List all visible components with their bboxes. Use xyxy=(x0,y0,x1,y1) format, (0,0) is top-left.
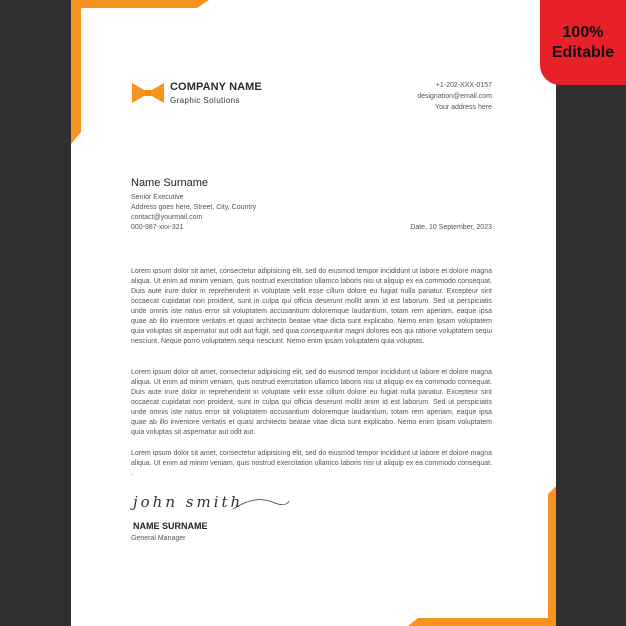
recipient-details xyxy=(131,193,256,233)
company-email: designation@email.com xyxy=(417,93,492,100)
signer-title: General Manager xyxy=(131,535,186,542)
badge-percent: 100% xyxy=(562,23,604,41)
top-left-corner-accent xyxy=(71,0,211,146)
company-contact xyxy=(417,80,492,113)
recipient-name: Name Surname xyxy=(131,177,209,189)
recipient-title: Senior Executive xyxy=(131,194,184,201)
bottom-right-corner-accent xyxy=(408,486,556,626)
company-tagline: Graphic Solutions xyxy=(170,96,240,105)
bow-tie-logo-icon xyxy=(132,83,164,103)
body-paragraph-3: Lorem ipsum dolor sit amet, consectetur adipisicing elit, sed do eiusmod tempor incididunt ut labore et dolore magna aliqua. Ut enim ad minim veniam, quis nostrud exercitation ullamco laboris nisi ut aliquip ex ea commodo consequat. . xyxy=(131,450,492,477)
recipient-email: contact@yourmail.com xyxy=(131,214,203,221)
signature-flourish xyxy=(231,495,291,515)
company-address: Your address here xyxy=(435,104,492,111)
company-name: COMPANY NAME xyxy=(170,81,262,93)
handwritten-signature: john smith xyxy=(133,493,244,511)
body-paragraph-2: Lorem ipsum dolor sit amet, consectetur adipisicing elit, sed do eiusmod tempor incididunt ut labore et dolore magna aliqua. Ut enim ad minim veniam, quis nostrud exercitation ullamco laboris nisi ut aliquip ex ea commodo consequat. Duis aute irure dolor in reprehenderit in voluptate velit esse cillum dolore eu fugiat nulla pariatur. Excepteur sint occaecat cupidatat non proident, sunt in culpa qui officia deserunt mollit anim id est laborum. Sed ut perspiciatis unde omnis iste natus error sit voluptatem accusantium doloremque laudantium, totam rem aperiam, eaque ipsa quae ab illo inventore veritatis et quasi architecto beatae vitae dicta sunt explicabo. Nemo enim ipsam voluptatem quia voluptas sit aspernatur aut odit aut. xyxy=(131,369,492,436)
body-paragraph-1: Lorem ipsum dolor sit amet, consectetur adipisicing elit, sed do eiusmod tempor incididunt ut labore et dolore magna aliqua. Ut enim ad minim veniam, quis nostrud exercitation ullamco laboris nisi ut aliquip ex ea commodo consequat. Duis aute irure dolor in reprehenderit in voluptate velit esse cillum dolore eu fugiat nulla pariatur. Excepteur sint occaecat cupidatat non proident, sunt in culpa qui officia deserunt mollit anim id est laborum. Sed ut perspiciatis unde omnis iste natus error sit voluptatem accusantium doloremque laudantium, totam rem aperiam, eaque ipsa quae ab illo inventore veritatis et quasi architecto beatae vitae dicta sunt explicabo. Nemo enim ipsam voluptatem quia voluptas sit aspernatur aut odit aut fugit, sed quia consequuntur magni dolores eos qui ratione voluptatem sequi nesciunt. Neque porro voluptatem sequi nesciunt. Nemo enim ipsam voluptatem quia voluptas. xyxy=(131,268,492,345)
signer-name: NAME SURNAME xyxy=(133,521,208,531)
company-phone: +1-202-XXX-0157 xyxy=(435,82,492,89)
badge-label: Editable xyxy=(551,43,615,61)
editable-badge xyxy=(540,0,626,85)
letterhead-page xyxy=(71,0,556,626)
recipient-address: Address goes here, Street, City, Country xyxy=(131,204,257,211)
recipient-phone: 000-987-xxx-321 xyxy=(131,224,184,231)
letter-date: Date, 10 September, 2023 xyxy=(410,224,492,231)
